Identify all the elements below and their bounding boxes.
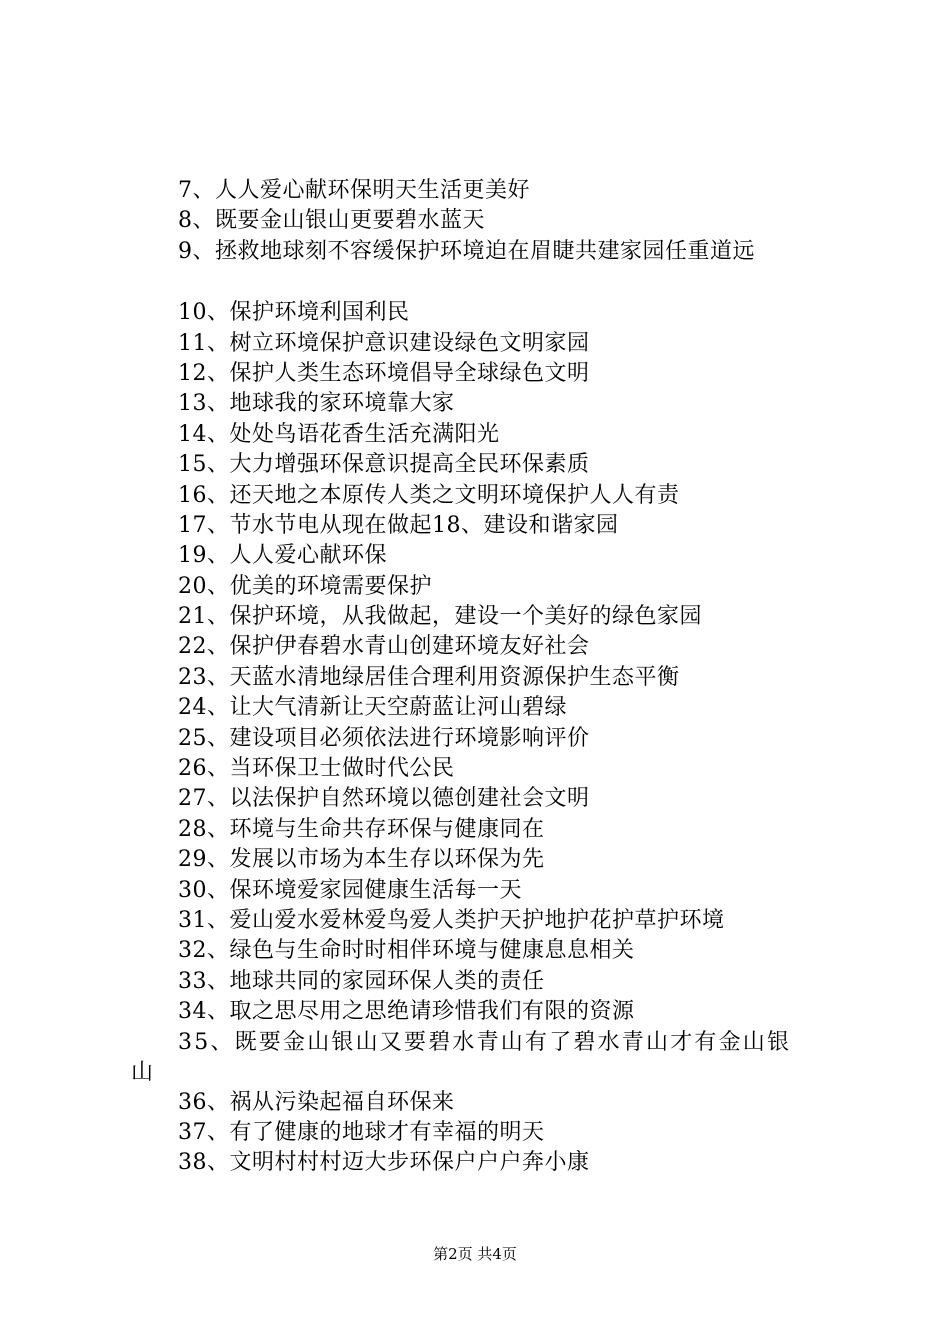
slogan-item: 38、文明村村村迈大步环保户户户奔小康 <box>178 1150 590 1176</box>
slogan-item: 25、建设项目必须依法进行环境影响评价 <box>178 725 590 751</box>
paragraph-gap <box>178 267 858 298</box>
slogan-item: 21、保护环境，从我做起，建设一个美好的绿色家园 <box>178 604 702 630</box>
slogan-item: 22、保护伊春碧水青山创建环境友好社会 <box>178 634 590 660</box>
slogan-item: 27、以法保护自然环境以德创建社会文明 <box>178 786 590 812</box>
slogan-item: 16、还天地之本原传人类之文明环境保护人人有责 <box>178 482 680 508</box>
slogan-item: 11、树立环境保护意识建设绿色文明家园 <box>178 330 590 356</box>
slogan-item: 33、地球共同的家园环保人类的责任 <box>178 968 545 994</box>
slogan-item-35 <box>131 1028 858 1088</box>
slogan-group-c <box>178 1088 858 1179</box>
slogan-item: 8、既要金山银山更要碧水蓝天 <box>178 208 485 234</box>
slogan-item: 28、环境与生命共存环保与健康同在 <box>178 816 545 842</box>
slogan-item: 34、取之思尽用之思绝请珍惜我们有限的资源 <box>178 999 635 1025</box>
slogan-item: 30、保环境爱家园健康生活每一天 <box>178 877 522 903</box>
slogan-item: 20、优美的环境需要保护 <box>178 573 432 599</box>
slogan-item: 13、地球我的家环境靠大家 <box>178 391 455 417</box>
page-footer: 第2页 共4页 <box>433 1245 517 1263</box>
slogan-item: 12、保护人类生态环境倡导全球绿色文明 <box>178 360 590 386</box>
slogan-group-a <box>178 176 858 267</box>
slogan-item: 19、人人爱心献环保 <box>178 543 387 569</box>
slogan-item: 23、天蓝水清地绿居佳合理利用资源保护生态平衡 <box>178 664 680 690</box>
slogan-item: 32、绿色与生命时时相伴环境与健康息息相关 <box>178 938 635 964</box>
slogan-item: 37、有了健康的地球才有幸福的明天 <box>178 1119 545 1145</box>
slogan-item: 7、人人爱心献环保明天生活更美好 <box>178 178 530 203</box>
slogan-item-35-line-2: 山 <box>131 1059 154 1085</box>
slogan-item: 29、发展以市场为本生存以环保为先 <box>178 847 545 873</box>
slogan-item: 14、处处鸟语花香生活充满阳光 <box>178 421 500 447</box>
slogan-item: 9、拯救地球刻不容缓保护环境迫在眉睫共建家园任重道远 <box>178 238 755 264</box>
slogan-item: 24、让大气清新让天空蔚蓝让河山碧绿 <box>178 695 567 721</box>
slogan-item: 15、大力增强环保意识提高全民环保素质 <box>178 452 590 478</box>
slogan-item: 31、爱山爱水爱林爱鸟爱人类护天护地护花护草护环境 <box>178 907 725 933</box>
slogan-list <box>131 176 858 1179</box>
slogan-item: 26、当环保卫士做时代公民 <box>178 756 455 782</box>
slogan-item: 10、保护环境利国利民 <box>178 300 410 326</box>
slogan-item-35-line-1: 35、既要金山银山又要碧水青山有了碧水青山才有金山银 <box>178 1029 792 1055</box>
slogan-group-b <box>178 298 858 1027</box>
slogan-item: 36、祸从污染起福自环保来 <box>178 1089 455 1115</box>
slogan-item: 17、节水节电从现在做起18、建设和谐家园 <box>178 512 619 538</box>
